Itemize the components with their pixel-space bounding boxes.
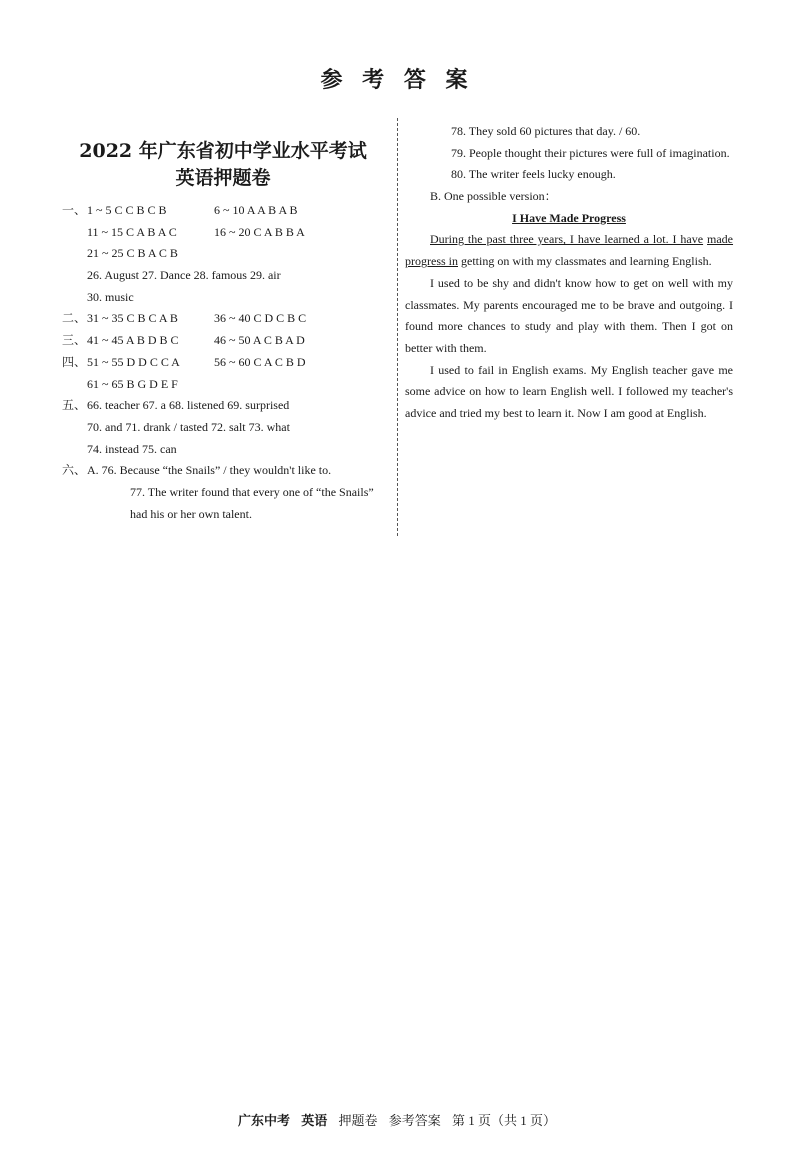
answer-row: [62, 265, 384, 287]
section-label: 六、: [62, 463, 87, 478]
answer-line: 30. music: [87, 289, 134, 304]
underlined-text: During the past three years, I have learned a lot. I have: [430, 232, 704, 247]
answer-line: 79. People thought their pictures were full of imagination.: [451, 145, 730, 160]
answer-line: had his or her own talent.: [130, 506, 252, 521]
answer-group: 41 ~ 45 A B D B C: [87, 333, 179, 348]
answer-row: [62, 504, 384, 526]
page-title: 参 考 答 案: [320, 68, 474, 93]
answer-group: 16 ~ 20 C A B B A: [214, 224, 305, 239]
part-b-label: B. One possible version：: [430, 189, 557, 204]
exam-title: [62, 138, 384, 192]
section-label: 二、: [62, 311, 87, 326]
answer-row: [62, 439, 384, 461]
answer-line: 26. August 27. Dance 28. famous 29. air: [87, 268, 281, 283]
answer-group: 1 ~ 5 C C B C B: [87, 203, 167, 217]
essay-title: I Have Made Progress: [512, 210, 626, 225]
answer-row: [62, 460, 384, 482]
answer-group: 61 ~ 65 B G D E F: [87, 376, 178, 391]
essay-paragraph: I used to fail in English exams. My English teacher gave me some advice on how to learn English well. I followed my teacher's advice and tried my best to learn it. Now I am good at English.: [405, 362, 733, 421]
section-label: 三、: [62, 333, 87, 348]
essay-paragraph: [405, 229, 733, 272]
right-column: [405, 121, 733, 425]
answer-group: 46 ~ 50 A C B A D: [214, 333, 305, 348]
page-footer: [0, 1110, 794, 1129]
answer-line: 70. and 71. drank / tasted 72. salt 73. what: [87, 419, 290, 434]
exam-title-line1: 2022 年广东省初中学业水平考试: [79, 140, 367, 162]
answer-key: [62, 200, 384, 525]
footer-page-number: 第 1 页（共 1 页）: [452, 1113, 557, 1128]
answer-row: [62, 395, 384, 417]
answer-row: [62, 374, 384, 396]
footer-subject: 英语: [301, 1114, 328, 1129]
answer-row: [62, 243, 384, 265]
answer-row: [62, 352, 384, 374]
answer-group: 11 ~ 15 C A B A C: [87, 224, 177, 239]
answer-group: 51 ~ 55 D D C C A: [87, 354, 180, 369]
column-divider: [397, 118, 398, 536]
answer-group: 6 ~ 10 A A B A B: [214, 203, 298, 217]
answer-line: 74. instead 75. can: [87, 441, 177, 456]
footer-paper: 押题卷: [338, 1113, 378, 1128]
section-label: 五、: [62, 398, 87, 413]
answer-row: [62, 482, 384, 504]
footer-kind: 参考答案: [388, 1113, 441, 1128]
answer-line: 66. teacher 67. a 68. listened 69. surprised: [87, 398, 290, 413]
answer-row: [62, 330, 384, 352]
answer-group: 56 ~ 60 C A C B D: [214, 354, 306, 369]
answer-group: 31 ~ 35 C B C A B: [87, 311, 178, 326]
answer-row: [62, 308, 384, 330]
answer-row: [62, 417, 384, 439]
footer-brand: 广东中考: [237, 1114, 290, 1129]
answer-line: A. 76. Because “the Snails” / they wouldn't like to.: [87, 463, 332, 478]
underlined-text: made progress in: [405, 232, 734, 269]
answer-row: [62, 222, 384, 244]
answer-line: 77. The writer found that every one of “the Snails”: [130, 484, 374, 499]
paragraph-text: getting on with my classmates and learning English.: [458, 254, 712, 269]
answer-row: [62, 287, 384, 309]
answer-group: 36 ~ 40 C D C B C: [214, 311, 307, 326]
answer-line: 78. They sold 60 pictures that day. / 60.: [451, 124, 641, 138]
exam-title-line2: 英语押题卷: [175, 167, 271, 189]
answer-group: 21 ~ 25 C B A C B: [87, 246, 178, 261]
section-label: 四、: [62, 354, 87, 369]
essay-paragraph: I used to be shy and didn't know how to get on well with my classmates. My parents encouraged me to be brave and outgoing. I found more chances to study and play with them. Then I got on better with them.: [405, 275, 733, 355]
answer-line: 80. The writer feels lucky enough.: [451, 167, 616, 182]
answer-row: [62, 200, 384, 222]
left-column: [62, 138, 384, 525]
section-label: 一、: [62, 203, 87, 217]
